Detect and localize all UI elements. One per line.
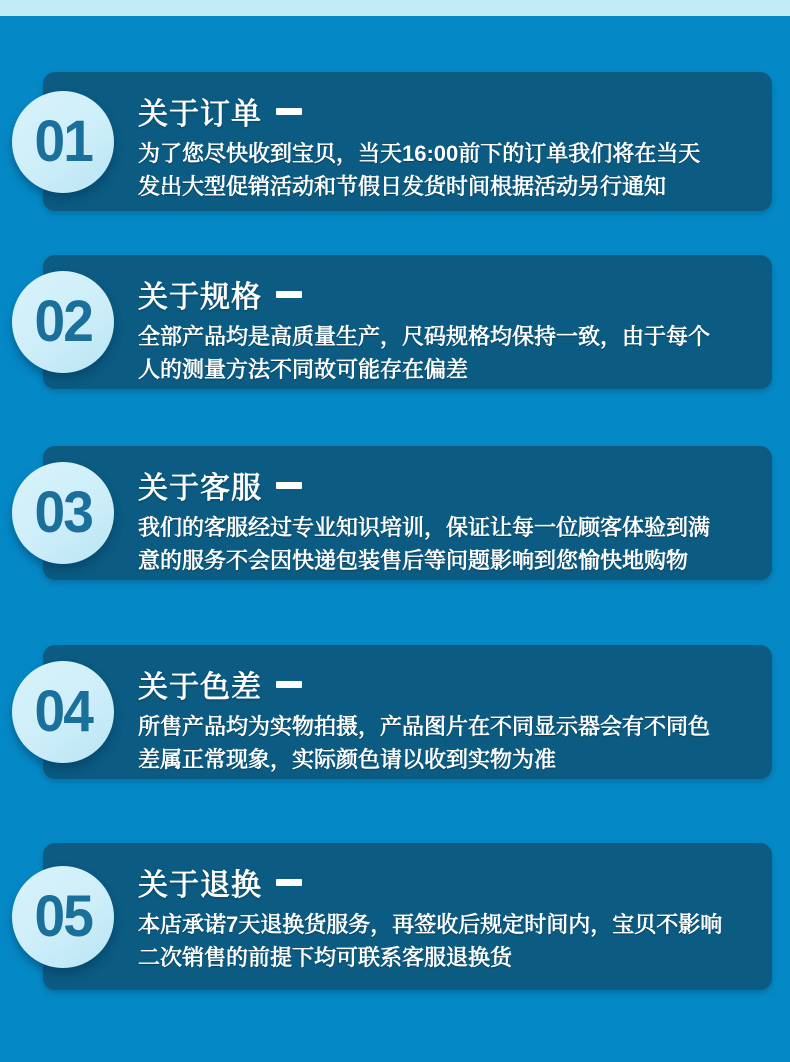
card-title: 关于色差	[138, 671, 262, 704]
title-dash	[276, 108, 302, 115]
top-strip	[0, 0, 790, 16]
badge-number: 03	[34, 480, 92, 545]
number-badge	[12, 661, 114, 763]
card-title: 关于订单	[138, 98, 262, 131]
card-body	[138, 511, 754, 577]
card-body-line: 为了您尽快收到宝贝，当天16:00前下的订单我们将在当天	[138, 141, 701, 166]
card-title-row	[138, 864, 754, 900]
title-dash	[276, 879, 302, 886]
number-badge	[12, 866, 114, 968]
card-title: 关于客服	[138, 472, 262, 505]
notice-card-color-difference	[34, 645, 772, 779]
card-body-line: 发出大型促销活动和节假日发货时间根据活动另行通知	[138, 174, 667, 199]
title-dash	[276, 482, 302, 489]
card-body	[138, 320, 754, 386]
badge-number: 05	[34, 883, 92, 949]
card-body-line: 所售产品均为实物拍摄，产品图片在不同显示器会有不同色	[138, 714, 711, 739]
card-title-row	[138, 276, 754, 312]
title-dash	[276, 681, 302, 688]
card-title: 关于规格	[138, 281, 262, 314]
card-title-row	[138, 93, 754, 129]
badge-number: 02	[34, 289, 92, 354]
notice-card-specs	[34, 255, 772, 389]
card-title: 关于退换	[138, 869, 262, 902]
badge-number: 01	[34, 108, 92, 174]
number-badge	[12, 462, 114, 564]
card-body-line: 意的服务不会因快递包装售后等问题影响到您愉快地购物	[138, 548, 689, 573]
card-body-line: 全部产品均是高质量生产，尺码规格均保持一致，由于每个	[138, 324, 711, 349]
card-body-line: 本店承诺7天退换货服务，再签收后规定时间内，宝贝不影响	[138, 912, 723, 937]
badge-number: 04	[34, 679, 92, 744]
notice-card-order	[34, 72, 772, 211]
card-body-line: 人的测量方法不同故可能存在偏差	[138, 357, 469, 382]
notice-card-service	[34, 446, 772, 580]
card-body	[138, 908, 754, 974]
number-badge	[12, 271, 114, 373]
notice-card-returns	[34, 843, 772, 990]
card-title-row	[138, 666, 754, 702]
card-body-line: 二次销售的前提下均可联系客服退换货	[138, 945, 513, 970]
title-dash	[276, 291, 302, 298]
card-body	[138, 710, 754, 776]
card-body-line: 我们的客服经过专业知识培训，保证让每一位顾客体验到满	[138, 515, 711, 540]
number-badge	[12, 91, 114, 193]
card-body	[138, 137, 754, 203]
card-body-line: 差属正常现象，实际颜色请以收到实物为准	[138, 747, 557, 772]
card-title-row	[138, 467, 754, 503]
